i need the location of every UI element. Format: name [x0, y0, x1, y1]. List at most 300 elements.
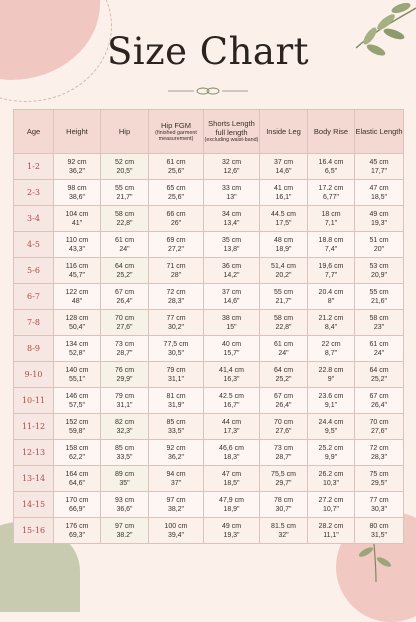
value-inch: 31,1"	[116, 401, 133, 409]
value-inch: 20,5"	[116, 167, 133, 175]
measurement-cell	[355, 180, 404, 206]
measurement-cell	[355, 466, 404, 492]
measurement-cell	[308, 310, 355, 336]
measurement-cell	[204, 232, 260, 258]
table-row	[14, 180, 404, 206]
value-cm: 67 cm	[369, 392, 389, 400]
value-inch: 7,4"	[324, 245, 338, 253]
value-cm: 32 cm	[221, 158, 242, 166]
value-inch: 41"	[71, 219, 83, 227]
measurement-cell	[355, 258, 404, 284]
column-header	[355, 110, 404, 154]
value-cm: 47 cm	[369, 184, 389, 192]
value-inch: 28,7"	[275, 453, 292, 461]
value-inch: 17,5"	[275, 219, 292, 227]
value-cm: 55 cm	[273, 288, 294, 296]
measurement-cell	[260, 206, 308, 232]
column-header-label: Hip	[118, 127, 131, 136]
value-cm: 49 cm	[221, 522, 242, 530]
value-cm: 77 cm	[166, 314, 186, 322]
value-inch: 48"	[71, 297, 83, 305]
value-inch: 25,6"	[167, 167, 185, 175]
value-inch: 20,2"	[275, 271, 292, 279]
value-cm: 61 cm	[166, 158, 186, 166]
value-cm: 24.4 cm	[318, 418, 344, 426]
measurement-cell	[204, 206, 260, 232]
value-cm: 21.2 cm	[318, 314, 344, 322]
value-inch: 20"	[373, 245, 385, 253]
measurement-cell	[260, 414, 308, 440]
value-cm: 65 cm	[166, 184, 186, 192]
measurement-cell	[355, 336, 404, 362]
measurement-cell	[54, 518, 101, 544]
measurement-cell	[260, 388, 308, 414]
value-cm: 82 cm	[114, 418, 135, 426]
value-cm: 73 cm	[114, 340, 135, 348]
value-inch: 23"	[373, 323, 385, 331]
value-cm: 45 cm	[369, 158, 389, 166]
value-inch: 8,7"	[324, 349, 338, 357]
measurement-cell	[355, 310, 404, 336]
table-row	[14, 518, 404, 544]
value-inch: 14,6"	[223, 297, 240, 305]
value-inch: 10,3"	[322, 479, 340, 487]
age-cell: 15-16	[14, 518, 54, 544]
value-cm: 44 cm	[221, 418, 242, 426]
value-inch: 15,7"	[223, 349, 240, 357]
value-inch: 29,7"	[275, 479, 292, 487]
measurement-cell	[149, 284, 204, 310]
value-inch: 15"	[226, 323, 237, 331]
value-cm: 47 cm	[221, 470, 242, 478]
measurement-cell	[149, 258, 204, 284]
value-cm: 37 cm	[273, 158, 294, 166]
value-cm: 58 cm	[369, 314, 389, 322]
value-inch: 14,6"	[275, 167, 292, 175]
value-cm: 75,5 cm	[271, 470, 296, 478]
measurement-cell	[204, 362, 260, 388]
value-cm: 92 cm	[166, 444, 186, 452]
value-inch: 18,5"	[223, 479, 240, 487]
value-cm: 85 cm	[114, 444, 135, 452]
value-cm: 67 cm	[114, 288, 135, 296]
value-inch: 32"	[278, 531, 289, 539]
value-cm: 100 cm	[164, 522, 188, 530]
measurement-cell	[149, 388, 204, 414]
value-cm: 94 cm	[166, 470, 186, 478]
measurement-cell	[308, 414, 355, 440]
value-inch: 27,2"	[167, 245, 185, 253]
measurement-cell	[355, 518, 404, 544]
measurement-cell	[149, 362, 204, 388]
measurement-cell	[308, 154, 355, 180]
column-header	[260, 110, 308, 154]
measurement-cell	[204, 388, 260, 414]
measurement-cell	[54, 388, 101, 414]
measurement-cell	[149, 336, 204, 362]
column-header	[149, 110, 204, 154]
value-cm: 52 cm	[114, 158, 135, 166]
age-cell: 14-15	[14, 492, 54, 518]
measurement-cell	[54, 284, 101, 310]
value-inch: 16,7"	[223, 401, 240, 409]
age-cell: 13-14	[14, 466, 54, 492]
value-inch: 29,5"	[370, 479, 388, 487]
value-cm: 58 cm	[114, 210, 135, 218]
value-cm: 42.5 cm	[219, 392, 244, 400]
value-inch: 9,9"	[324, 453, 338, 461]
measurement-cell	[204, 518, 260, 544]
value-cm: 48 cm	[273, 236, 294, 244]
table-row	[14, 258, 404, 284]
value-cm: 19,6 cm	[318, 262, 344, 270]
column-header	[101, 110, 149, 154]
value-inch: 6,5"	[324, 167, 338, 175]
value-inch: 28,3"	[167, 297, 185, 305]
value-inch: 19,3"	[223, 531, 240, 539]
value-inch: 24"	[278, 349, 289, 357]
value-inch: 19,3"	[370, 219, 388, 227]
value-cm: 77 cm	[369, 496, 389, 504]
measurement-cell	[355, 232, 404, 258]
value-inch: 9"	[327, 375, 335, 383]
value-inch: 66,9"	[68, 505, 86, 513]
value-cm: 122 cm	[65, 288, 89, 296]
measurement-cell	[101, 362, 149, 388]
value-cm: 75 cm	[369, 470, 389, 478]
age-cell: 9-10	[14, 362, 54, 388]
measurement-cell	[54, 232, 101, 258]
value-inch: 26,4"	[116, 297, 133, 305]
value-inch: 16,1"	[275, 193, 292, 201]
measurement-cell	[149, 414, 204, 440]
value-cm: 55 cm	[369, 288, 389, 296]
measurement-cell	[149, 206, 204, 232]
column-header-label: Age	[26, 127, 41, 136]
value-cm: 16.4 cm	[318, 158, 344, 166]
measurement-cell	[204, 180, 260, 206]
value-cm: 134 cm	[65, 340, 89, 348]
value-cm: 81.5 cm	[271, 522, 296, 530]
measurement-cell	[101, 154, 149, 180]
table-row	[14, 388, 404, 414]
value-cm: 79 cm	[166, 366, 186, 374]
value-cm: 170 cm	[65, 496, 89, 504]
table-row	[14, 492, 404, 518]
age-cell: 5-6	[14, 258, 54, 284]
table-row	[14, 310, 404, 336]
value-cm: 79 cm	[114, 392, 135, 400]
measurement-cell	[101, 206, 149, 232]
value-cm: 20.4 cm	[318, 288, 344, 296]
value-cm: 61 cm	[114, 236, 135, 244]
measurement-cell	[54, 362, 101, 388]
value-cm: 78 cm	[273, 496, 294, 504]
value-inch: 45,7"	[68, 271, 86, 279]
value-inch: 17,3"	[223, 427, 240, 435]
value-cm: 64 cm	[273, 366, 294, 374]
value-cm: 18.8 cm	[318, 236, 344, 244]
value-inch: 28"	[170, 271, 182, 279]
value-cm: 35 cm	[221, 236, 242, 244]
measurement-cell	[355, 414, 404, 440]
value-cm: 18 cm	[321, 210, 341, 218]
measurement-cell	[355, 388, 404, 414]
value-inch: 13,8"	[223, 245, 240, 253]
measurement-cell	[308, 466, 355, 492]
value-inch: 8,4"	[324, 323, 338, 331]
value-cm: 80 cm	[369, 522, 389, 530]
value-inch: 10,7"	[322, 505, 340, 513]
value-inch: 11,1"	[323, 531, 339, 539]
column-header	[54, 110, 101, 154]
measurement-cell	[260, 492, 308, 518]
value-inch: 27,6"	[275, 427, 292, 435]
value-inch: 6,77"	[322, 193, 340, 201]
value-inch: 18,5"	[370, 193, 388, 201]
measurement-cell	[54, 154, 101, 180]
value-cm: 89 cm	[114, 470, 135, 478]
value-cm: 71 cm	[166, 262, 186, 270]
measurement-cell	[101, 310, 149, 336]
value-cm: 36 cm	[221, 262, 242, 270]
measurement-cell	[204, 466, 260, 492]
measurement-cell	[260, 518, 308, 544]
table-row	[14, 336, 404, 362]
measurement-cell	[204, 440, 260, 466]
value-cm: 93 cm	[114, 496, 135, 504]
value-inch: 14,2"	[223, 271, 240, 279]
table-row	[14, 206, 404, 232]
value-cm: 33 cm	[221, 184, 242, 192]
value-inch: 27,6"	[116, 323, 133, 331]
value-inch: 32,3"	[116, 427, 133, 435]
column-header-label: Shorts Length full length	[208, 119, 255, 138]
age-cell: 8-9	[14, 336, 54, 362]
measurement-cell	[54, 336, 101, 362]
value-cm: 73 cm	[273, 444, 294, 452]
value-inch: 31,9"	[167, 401, 185, 409]
value-inch: 13"	[226, 193, 237, 201]
age-cell: 10-11	[14, 388, 54, 414]
measurement-cell	[355, 362, 404, 388]
value-inch: 30,5"	[167, 349, 185, 357]
measurement-cell	[149, 232, 204, 258]
measurement-cell	[260, 440, 308, 466]
measurement-cell	[260, 154, 308, 180]
value-cm: 61 cm	[273, 340, 294, 348]
value-cm: 64 cm	[114, 262, 135, 270]
value-inch: 31,1"	[167, 375, 185, 383]
measurement-cell	[149, 518, 204, 544]
value-inch: 12,6"	[223, 167, 240, 175]
age-cell: 3-4	[14, 206, 54, 232]
column-header-label: Inside Leg	[266, 127, 301, 136]
value-inch: 17,7"	[370, 167, 388, 175]
value-cm: 85 cm	[166, 418, 186, 426]
value-cm: 61 cm	[369, 340, 389, 348]
measurement-cell	[54, 310, 101, 336]
column-header-label: Elastic Length	[355, 127, 403, 136]
column-header-label: Hip FGM	[161, 120, 191, 130]
measurement-cell	[149, 154, 204, 180]
value-inch: 24"	[119, 245, 130, 253]
value-cm: 47,9 cm	[219, 496, 244, 504]
measurement-cell	[355, 206, 404, 232]
value-cm: 76 cm	[114, 366, 135, 374]
value-cm: 98 cm	[67, 184, 87, 192]
value-inch: 7,1"	[324, 219, 338, 227]
value-inch: 7,7"	[324, 271, 338, 279]
measurement-cell	[101, 232, 149, 258]
column-header-label: Height	[66, 127, 88, 136]
measurement-cell	[308, 492, 355, 518]
value-cm: 34 cm	[221, 210, 242, 218]
value-inch: 9,1"	[324, 401, 338, 409]
value-inch: 30,3"	[370, 505, 388, 513]
value-inch: 38,2"	[167, 505, 185, 513]
measurement-cell	[204, 414, 260, 440]
value-cm: 49 cm	[369, 210, 389, 218]
measurement-cell	[355, 492, 404, 518]
measurement-cell	[204, 336, 260, 362]
value-cm: 40 cm	[221, 340, 242, 348]
value-cm: 23.6 cm	[318, 392, 344, 400]
value-inch: 8"	[327, 297, 335, 305]
measurement-cell	[260, 180, 308, 206]
measurement-cell	[260, 466, 308, 492]
measurement-cell	[308, 258, 355, 284]
age-cell: 6-7	[14, 284, 54, 310]
measurement-cell	[54, 466, 101, 492]
age-cell: 1-2	[14, 154, 54, 180]
value-inch: 25,2"	[116, 271, 133, 279]
value-inch: 55,1"	[68, 375, 86, 383]
value-cm: 92 cm	[67, 158, 87, 166]
measurement-cell	[308, 180, 355, 206]
value-cm: 26.2 cm	[318, 470, 344, 478]
value-cm: 97 cm	[114, 522, 135, 530]
value-cm: 70 cm	[114, 314, 135, 322]
measurement-cell	[260, 258, 308, 284]
value-inch: 25,2"	[370, 375, 388, 383]
value-cm: 164 cm	[65, 470, 89, 478]
value-inch: 64,6"	[68, 479, 86, 487]
value-cm: 146 cm	[65, 392, 89, 400]
measurement-cell	[54, 206, 101, 232]
value-inch: 38,6"	[68, 193, 86, 201]
value-cm: 41,4 cm	[219, 366, 244, 374]
measurement-cell	[204, 284, 260, 310]
ornament-divider-icon	[168, 84, 248, 98]
value-cm: 17.2 cm	[318, 184, 344, 192]
measurement-cell	[101, 492, 149, 518]
value-cm: 140 cm	[65, 366, 89, 374]
column-header	[308, 110, 355, 154]
table-row	[14, 466, 404, 492]
value-cm: 28.2 cm	[318, 522, 344, 530]
value-inch: 26"	[170, 219, 182, 227]
measurement-cell	[54, 440, 101, 466]
value-cm: 72 cm	[369, 444, 389, 452]
value-inch: 28,3"	[370, 453, 388, 461]
value-cm: 67 cm	[273, 392, 294, 400]
measurement-cell	[54, 258, 101, 284]
measurement-cell	[101, 414, 149, 440]
value-inch: 20,9"	[370, 271, 388, 279]
value-inch: 69,3"	[68, 531, 86, 539]
measurement-cell	[204, 310, 260, 336]
measurement-cell	[308, 232, 355, 258]
measurement-cell	[260, 232, 308, 258]
measurement-cell	[149, 180, 204, 206]
value-cm: 27.2 cm	[318, 496, 344, 504]
value-inch: 36,6"	[116, 505, 133, 513]
measurement-cell	[101, 284, 149, 310]
measurement-cell	[308, 440, 355, 466]
value-cm: 55 cm	[114, 184, 135, 192]
value-inch: 25,6"	[167, 193, 185, 201]
value-inch: 22,8"	[275, 323, 292, 331]
table-header-row	[14, 110, 404, 154]
value-inch: 26,4"	[370, 401, 388, 409]
value-cm: 22 cm	[321, 340, 341, 348]
value-cm: 44.5 cm	[271, 210, 296, 218]
measurement-cell	[308, 206, 355, 232]
value-inch: 28,7"	[116, 349, 133, 357]
value-cm: 38 cm	[221, 314, 242, 322]
value-inch: 33,5"	[167, 427, 185, 435]
column-header-sublabel: (finished garment measurement)	[155, 129, 197, 142]
age-cell: 2-3	[14, 180, 54, 206]
measurement-cell	[149, 440, 204, 466]
measurement-cell	[260, 284, 308, 310]
value-inch: 21,7"	[116, 193, 133, 201]
value-inch: 43,3"	[68, 245, 86, 253]
value-inch: 27,6"	[370, 427, 388, 435]
size-chart-table	[13, 109, 404, 544]
value-cm: 37 cm	[221, 288, 242, 296]
value-inch: 31,5"	[370, 531, 388, 539]
value-cm: 70 cm	[369, 418, 389, 426]
age-cell: 11-12	[14, 414, 54, 440]
value-cm: 64 cm	[369, 366, 389, 374]
value-inch: 18,9"	[223, 505, 240, 513]
measurement-cell	[101, 466, 149, 492]
page-title: Size Chart	[106, 30, 310, 73]
value-inch: 21,7"	[275, 297, 292, 305]
measurement-cell	[54, 180, 101, 206]
value-inch: 52,8"	[68, 349, 86, 357]
value-inch: 16,3"	[223, 375, 240, 383]
value-cm: 70 cm	[273, 418, 294, 426]
value-inch: 9,5"	[324, 427, 338, 435]
value-inch: 18,9"	[275, 245, 292, 253]
value-cm: 158 cm	[65, 444, 89, 452]
measurement-cell	[101, 388, 149, 414]
measurement-cell	[308, 518, 355, 544]
value-cm: 25.2 cm	[318, 444, 344, 452]
value-cm: 51 cm	[369, 236, 389, 244]
measurement-cell	[54, 492, 101, 518]
value-cm: 51,4 cm	[271, 262, 296, 270]
value-cm: 104 cm	[65, 210, 89, 218]
value-inch: 29,9"	[116, 375, 133, 383]
measurement-cell	[149, 492, 204, 518]
value-inch: 38.2"	[116, 531, 133, 539]
age-cell: 4-5	[14, 232, 54, 258]
age-cell: 12-13	[14, 440, 54, 466]
